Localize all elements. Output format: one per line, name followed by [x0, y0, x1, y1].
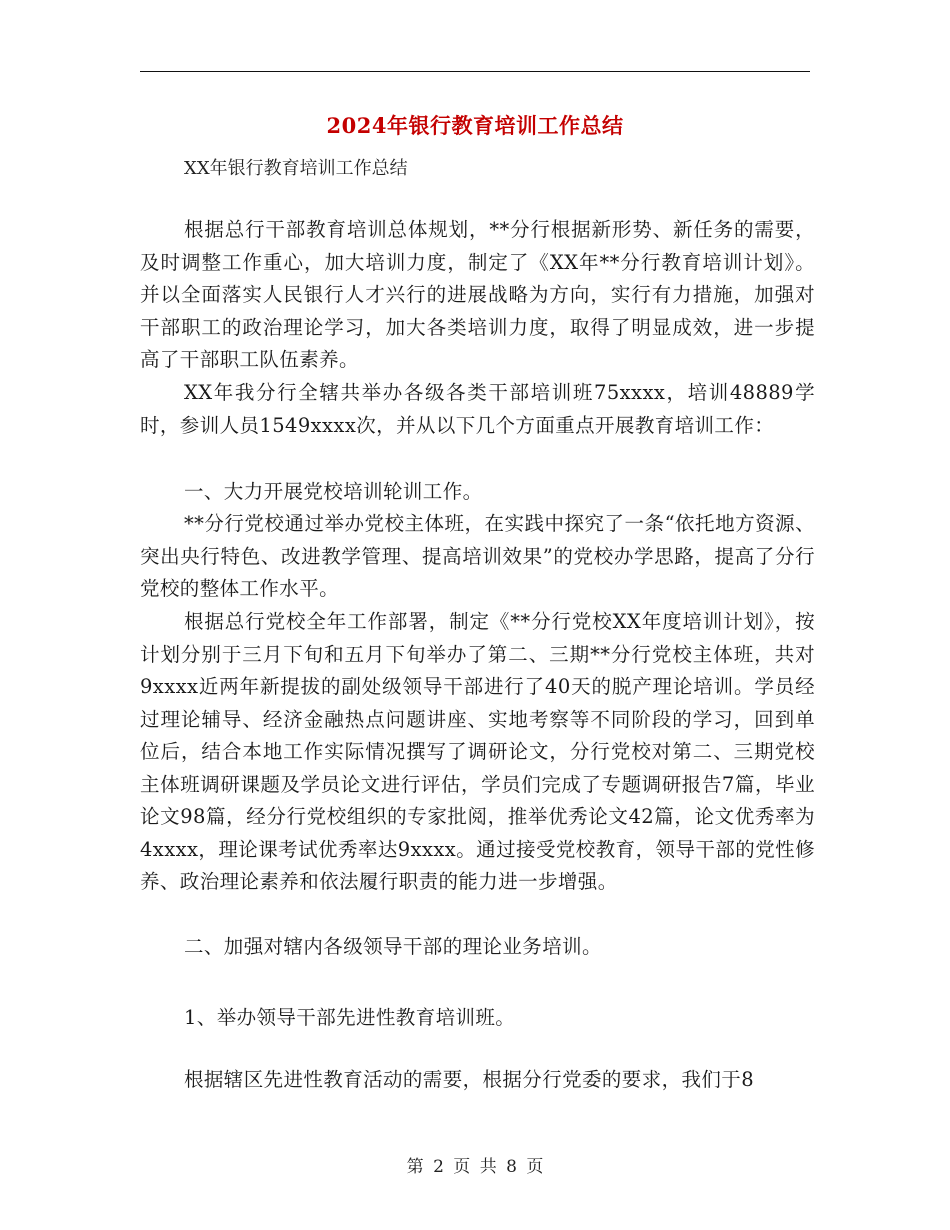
- paragraph-party-school: **分行党校通过举办党校主体班，在实践中探究了一条“依托地方资源、突出央行特色、改进教学管理、提高培训效果”的党校办学思路，提高了分行党校的整体工作水平。: [140, 512, 815, 600]
- document-subtitle: XX年银行教育培训工作总结: [184, 158, 408, 179]
- header-rule: [140, 71, 810, 72]
- document-title: 2024年银行教育培训工作总结: [326, 113, 624, 138]
- subsection-heading-1: 1、举办领导干部先进性教育培训班。: [184, 1006, 516, 1029]
- paragraph-continued: 根据辖区先进性教育活动的需要，根据分行党委的要求，我们于8: [184, 1068, 755, 1091]
- paragraph-training-plan: 根据总行党校全年工作部署，制定《**分行党校XX年度培训计划》，按计划分别于三月下旬和五月下旬举办了第二、三期**分行党校主体班，共对9xxxx近两年新提拔的副处级领导干部进行了40天的脱产理论培训。学员经过理论辅导、经济金融热点问题讲座、实地考察等不同阶段的学习，回到单位后，结合本地工作实际情况撰写了调研论文，分行党校对第二、三期党校主体班调研课题及学员论文进行评估，学员们完成了专题调研报告7篇，毕业论文98篇，经分行党校组织的专家批阅，推举优秀论文42篇，论文优秀率为4xxxx，理论课考试优秀率达9xxxx。通过接受党校教育，领导干部的党性修养、政治理论素养和依法履行职责的能力进一步增强。: [140, 610, 815, 893]
- section-heading-1: 一、大力开展党校培训轮训工作。: [184, 480, 483, 503]
- section-heading-2: 二、加强对辖内各级领导干部的理论业务培训。: [184, 935, 602, 958]
- paragraph-summary: XX年我分行全辖共举办各级各类干部培训班75xxxx，培训48889学时，参训人员1549xxxx次，并从以下几个方面重点开展教育培训工作：: [140, 381, 815, 437]
- page-footer: 第 2 页 共 8 页: [406, 1157, 544, 1177]
- paragraph-intro: 根据总行干部教育培训总体规划，**分行根据新形势、新任务的需要，及时调整工作重心，加大培训力度，制定了《XX年**分行教育培训计划》。并以全面落实人民银行人才兴行的进展战略为方向，实行有力措施，加强对干部职工的政治理论学习，加大各类培训力度，取得了明显成效，进一步提高了干部职工队伍素养。: [140, 218, 815, 371]
